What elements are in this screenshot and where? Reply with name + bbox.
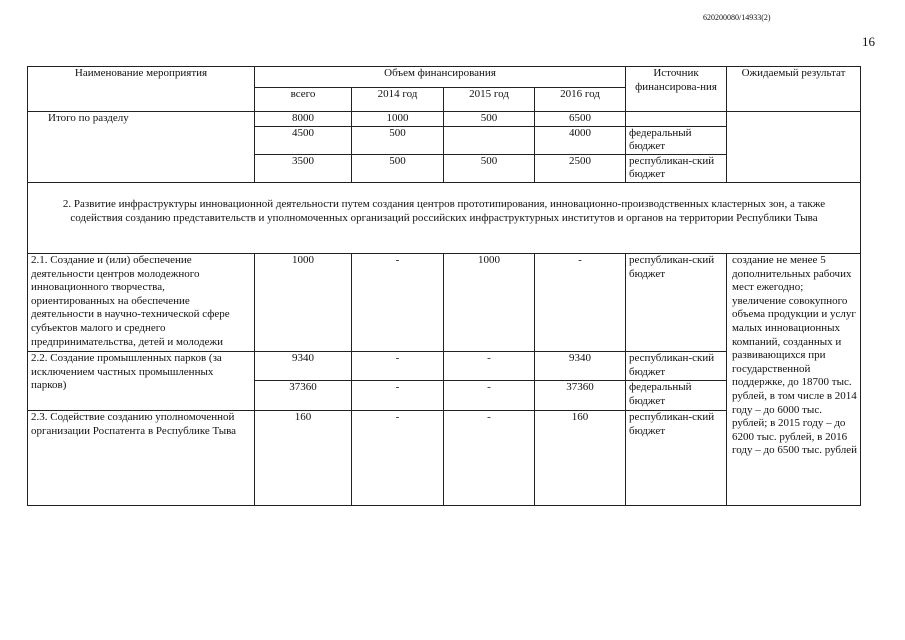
itogo-republic-source: республикан-ский бюджет <box>626 154 727 182</box>
item-2-1-total: 1000 <box>255 253 352 351</box>
itogo-label: Итого по разделу <box>28 112 255 183</box>
itogo-republic-total: 3500 <box>255 154 352 182</box>
item-2-3-2015: - <box>444 410 535 505</box>
itogo-republic-2016: 2500 <box>535 154 626 182</box>
header-source: Источник финансирова-ния <box>626 67 727 112</box>
section-title: 2. Развитие инфраструктуры инновационной деятельности путем создания центров прототипирования, инновационно-производственных кластерных зон, а также содействия созданию представительств и уполномоченных организаций российских инфраструктурных институтов и органов на территории Республики Тыва <box>28 182 861 253</box>
itogo-result <box>727 112 861 183</box>
item-2-3-total: 160 <box>255 410 352 505</box>
header-row <box>28 67 861 88</box>
item-2-2-2014: - <box>352 351 444 380</box>
itogo-2016: 6500 <box>535 112 626 127</box>
itogo-row-1 <box>28 112 861 127</box>
header-2015: 2015 год <box>444 88 535 112</box>
itogo-federal-2016: 4000 <box>535 126 626 154</box>
page-number: 16 <box>862 34 875 49</box>
item-2-1-2014: - <box>352 253 444 351</box>
itogo-2015: 500 <box>444 112 535 127</box>
itogo-republic-2014: 500 <box>352 154 444 182</box>
item-2-3-2014: - <box>352 410 444 505</box>
item-2-1-2016: - <box>535 253 626 351</box>
item-2-2-federal-2016: 37360 <box>535 380 626 410</box>
item-2-2-2015: - <box>444 351 535 380</box>
header-funding: Объем финансирования <box>255 67 626 88</box>
itogo-federal-source: федеральный бюджет <box>626 126 727 154</box>
item-2-3-2016: 160 <box>535 410 626 505</box>
itogo-federal-2014: 500 <box>352 126 444 154</box>
item-2-2-federal-2015: - <box>444 380 535 410</box>
item-2-2-source: республикан-ский бюджет <box>626 351 727 380</box>
itogo-2014: 1000 <box>352 112 444 127</box>
item-2-2-total: 9340 <box>255 351 352 380</box>
expected-result: создание не менее 5 дополнительных рабочих мест ежегодно; увеличение совокупного объема продукции и услуг малых инновационных компаний, созданных и развивающихся при государственной поддержке, до 18700 тыс. рублей, в том числе в 2014 году – до 6000 тыс. рублей; в 2015 году – до 6200 тыс. рублей, в 2016 году – до 6500 тыс. рублей <box>727 253 861 505</box>
item-2-2-name: 2.2. Создание промышленных парков (за исключением частных промышленных парков) <box>28 351 255 410</box>
itogo-republic-2015: 500 <box>444 154 535 182</box>
itogo-federal-2015 <box>444 126 535 154</box>
itogo-source <box>626 112 727 127</box>
header-2016: 2016 год <box>535 88 626 112</box>
item-2-2-2016: 9340 <box>535 351 626 380</box>
itogo-federal-total: 4500 <box>255 126 352 154</box>
item-2-2-federal-total: 37360 <box>255 380 352 410</box>
item-2-1-row <box>28 253 861 351</box>
itogo-total: 8000 <box>255 112 352 127</box>
section-row <box>28 182 861 253</box>
header-total: всего <box>255 88 352 112</box>
header-result: Ожидаемый результат <box>727 67 861 112</box>
item-2-1-2015: 1000 <box>444 253 535 351</box>
item-2-1-name: 2.1. Создание и (или) обеспечение деятельности центров молодежного инновационного творчества, ориентированных на обеспечение деятельности в научно-технической сфере субъектов малого и среднего предпринимательства, детей и молодежи <box>28 253 255 351</box>
item-2-2-federal-source: федеральный бюджет <box>626 380 727 410</box>
item-2-3-source: республикан-ский бюджет <box>626 410 727 505</box>
item-2-2-federal-2014: - <box>352 380 444 410</box>
item-2-3-name: 2.3. Содействие созданию уполномоченной организации Роспатента в Республике Тыва <box>28 410 255 505</box>
document-code: 620200080/14933(2) <box>703 13 771 22</box>
header-name: Наименование мероприятия <box>28 67 255 112</box>
header-2014: 2014 год <box>352 88 444 112</box>
item-2-1-source: республикан-ский бюджет <box>626 253 727 351</box>
funding-table <box>27 66 861 506</box>
